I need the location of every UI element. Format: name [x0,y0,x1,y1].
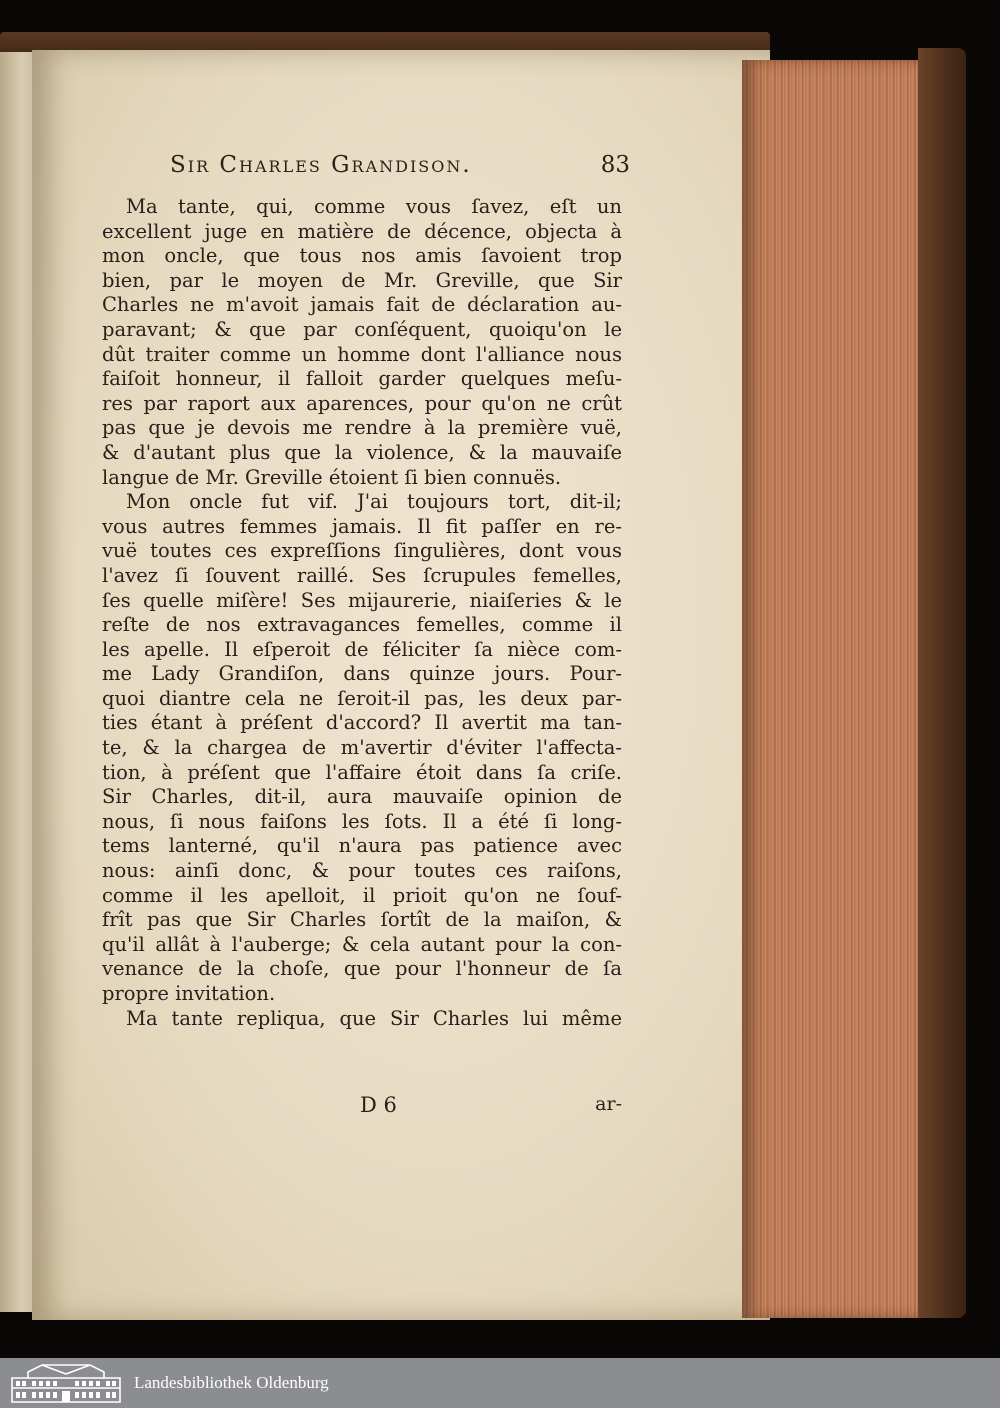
back-cover-board [918,48,966,1318]
text-line: Ma tante, qui, comme vous ſavez, eſt un [126,195,622,218]
text-line: paravant; & que par conſéquent, quoiqu'on le [102,317,622,341]
text-line: excellent juge en matière de décence, objecta à [102,219,622,243]
facing-page-edge [0,52,36,1312]
page-body-text [102,195,622,1031]
text-line: ties étant à préſent d'accord? Il avertit ma tan- [102,711,622,735]
text-line: tion, à préſent que l'affaire étoit dans ſa criſe. [102,760,622,784]
signature-mark: D 6 [360,1093,397,1117]
text-line: Ma tante repliqua, que Sir Charles lui même [126,1006,622,1030]
text-line: bien, par le moyen de Mr. Greville, que Sir [102,268,622,292]
text-line: qu'il allât à l'auberge; & cela autant pour la con- [102,932,622,956]
text-line: & d'autant plus que la violence, & la mauvaiſe [102,440,622,464]
text-line: vous autres femmes jamais. Il fit paſſer en re- [102,514,622,538]
catchword: ar- [595,1093,622,1115]
text-line: mon oncle, que tous nos amis ſavoient trop [102,244,622,268]
page-block-fore-edge [742,60,924,1318]
page-foot [360,1093,622,1123]
text-line: faiſoit honneur, il falloit garder quelques meſu- [102,367,622,391]
page-header [170,152,630,188]
text-line: dût traiter comme un homme dont l'alliance nous [102,342,622,366]
text-line: te, & la chargea de m'avertir d'éviter l'affecta- [102,736,622,760]
text-line: res par raport aux aparences, pour qu'on ne crût [102,391,622,415]
text-line: comme il les apelloit, il prioit qu'on ne ſouf- [102,883,622,907]
text-line: l'avez ſi ſouvent raillé. Ses ſcrupules femelles, [102,563,622,587]
page-number: 83 [600,152,630,178]
text-line: ſes quelle miſère! Ses mijaurerie, niaiſeries & le [102,588,622,612]
text-line: venance de la choſe, que pour l'honneur de ſa [102,957,622,981]
text-line: vuë toutes ces expreſſions ſingulières, dont vous [102,539,622,563]
text-line: propre invitation. [102,982,276,1005]
text-line: me Lady Grandiſon, dans quinze jours. Pour- [102,662,622,686]
text-line: Mon oncle fut vif. J'ai toujours tort, dit-il; [126,490,622,514]
text-line: quoi diantre cela ne ſeroit-il pas, les deux par- [102,686,622,710]
library-name: Landesbibliothek Oldenburg [134,1373,329,1392]
text-line: tems lanterné, qu'il n'aura pas patience avec [102,834,622,858]
text-line: frît pas que Sir Charles ſortît de la maiſon, & [102,908,622,932]
running-head: Sir Charles Grandison. [170,152,472,178]
text-line: pas que je devois me rendre à la première vuë, [102,416,622,440]
text-line: les apelle. Il eſperoit de féliciter ſa nièce com- [102,637,622,661]
text-line: nous, ſi nous faiſons les ſots. Il a été ſi long- [102,809,622,833]
text-line: Sir Charles, dit-il, aura mauvaiſe opinion de [102,785,622,809]
footer-bar [0,1358,1000,1408]
library-building-logo-icon [8,1362,124,1404]
text-line: nous: ainſi donc, & pour toutes ces raiſons, [102,859,622,883]
text-line: reſte de nos extravagances femelles, comme il [102,613,622,637]
text-line: Charles ne m'avoit jamais fait de déclaration au- [102,293,622,317]
text-line: langue de Mr. Greville étoient ſi bien connuës. [102,465,562,489]
